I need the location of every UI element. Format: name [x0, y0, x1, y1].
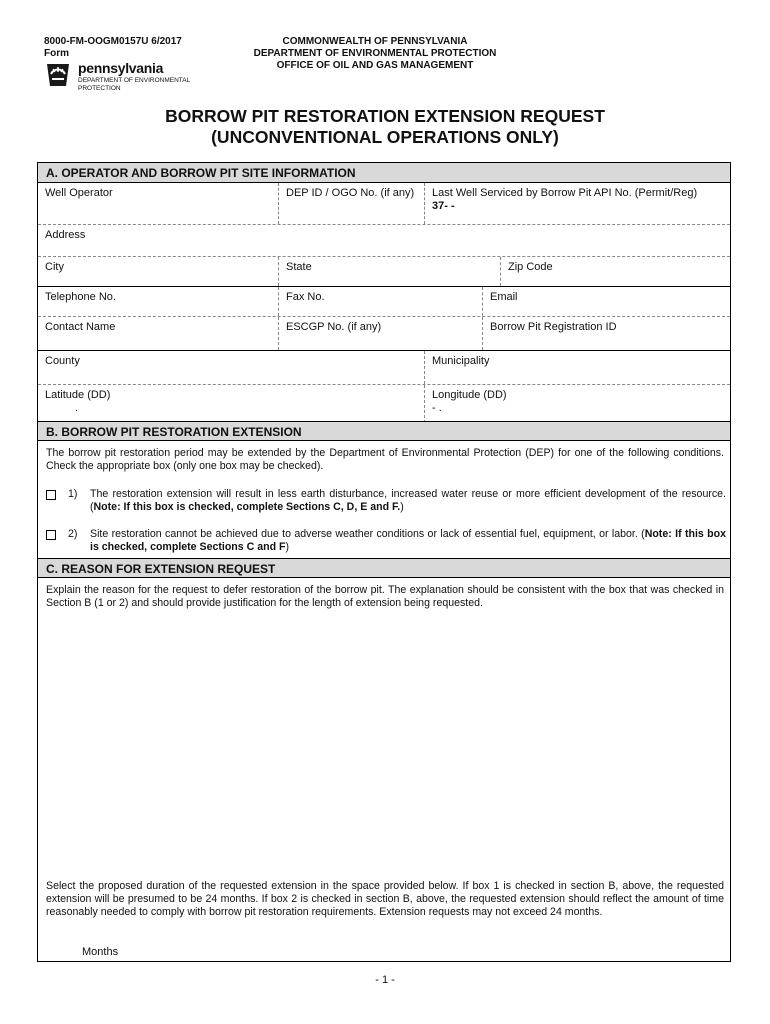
- option-2-number: 2): [68, 528, 78, 540]
- option-2-note: Note: If this box is checked, complete Sections C and F: [90, 528, 726, 554]
- email-label: Email: [490, 291, 518, 303]
- registration-id-label: Borrow Pit Registration ID: [490, 321, 617, 333]
- longitude-field[interactable]: [424, 385, 730, 423]
- api-prefix: 37- -: [432, 200, 455, 212]
- option-1-checkbox[interactable]: [46, 490, 56, 500]
- form-title-line-1: BORROW PIT RESTORATION EXTENSION REQUEST: [165, 106, 605, 126]
- escgp-label: ESCGP No. (if any): [286, 321, 382, 333]
- option-2-text: [90, 528, 726, 554]
- row-coordinates: [38, 385, 730, 423]
- fax-label: Fax No.: [286, 291, 325, 303]
- county-field[interactable]: [38, 351, 424, 384]
- row-city: [38, 257, 730, 287]
- reason-text-area[interactable]: [46, 615, 722, 873]
- row-contact: [38, 317, 730, 351]
- logo-wordmark: pennsylvania: [78, 60, 164, 76]
- registration-id-field[interactable]: [482, 317, 730, 350]
- logo-subtitle: DEPARTMENT OF ENVIRONMENTAL PROTECTION: [78, 77, 190, 92]
- pa-dep-logo: [44, 60, 214, 96]
- escgp-field[interactable]: [278, 317, 482, 350]
- row-operator: [38, 183, 730, 225]
- agency-line-2: DEPARTMENT OF ENVIRONMENTAL PROTECTION: [253, 48, 497, 59]
- zip-field[interactable]: [500, 257, 730, 286]
- county-label: County: [45, 355, 80, 367]
- section-a-heading: A. OPERATOR AND BORROW PIT SITE INFORMATION: [38, 163, 730, 183]
- section-b-intro: The borrow pit restoration period may be extended by the Department of Environmental Protection (DEP) for one of the following conditions. Check the appropriate box (only one box may be checked).: [46, 447, 724, 473]
- row-telephone: [38, 287, 730, 317]
- section-c-instructions: Explain the reason for the request to defer restoration of the borrow pit. The explanation should be consistent with the box that was checked in Section B (1 or 2) and should provide justification for the length of extension being requested.: [46, 584, 724, 610]
- longitude-value: - .: [432, 402, 442, 414]
- row-county: [38, 351, 730, 385]
- months-label: Months: [82, 946, 119, 958]
- latitude-value: .: [75, 402, 79, 414]
- form-title-line-2: (UNCONVENTIONAL OPERATIONS ONLY): [211, 127, 559, 147]
- telephone-field[interactable]: [38, 287, 278, 316]
- latitude-field[interactable]: [38, 385, 424, 423]
- form-code: 8000-FM-OOGM0157U 6/2017: [44, 36, 182, 47]
- dep-id-field[interactable]: [278, 183, 424, 224]
- state-field[interactable]: [278, 257, 500, 286]
- city-field[interactable]: [38, 257, 278, 286]
- latitude-label: Latitude (DD): [45, 389, 111, 401]
- option-2-close: ): [285, 541, 289, 554]
- zip-label: Zip Code: [508, 261, 553, 273]
- api-number-label: Last Well Serviced by Borrow Pit API No. (Permit/Reg): [432, 187, 698, 199]
- agency-line-3: OFFICE OF OIL AND GAS MANAGEMENT: [276, 60, 474, 71]
- city-label: City: [45, 261, 64, 273]
- municipality-label: Municipality: [432, 355, 490, 367]
- option-1-row: [46, 488, 726, 516]
- agency-line-1: COMMONWEALTH OF PENNSYLVANIA: [282, 36, 468, 47]
- state-label: State: [286, 261, 312, 273]
- page-number: - 1 -: [375, 974, 395, 986]
- option-2-row: [46, 528, 726, 556]
- form-label: Form: [44, 48, 69, 59]
- option-1-text: [90, 488, 726, 514]
- contact-name-field[interactable]: [38, 317, 278, 350]
- well-operator-label: Well Operator: [45, 187, 113, 199]
- api-number-field[interactable]: [424, 183, 730, 224]
- agency-block: [230, 36, 520, 72]
- fax-field[interactable]: [278, 287, 482, 316]
- address-field[interactable]: [38, 225, 730, 256]
- keystone-logo-icon: [44, 60, 72, 90]
- months-field[interactable]: [82, 946, 118, 958]
- municipality-field[interactable]: [424, 351, 730, 384]
- form-id-block: [44, 36, 182, 60]
- option-1-note: Note: If this box is checked, complete Sections C, D, E and F.: [93, 501, 401, 514]
- form-body: [37, 162, 731, 962]
- longitude-label: Longitude (DD): [432, 389, 507, 401]
- dep-id-label: DEP ID / OGO No. (if any): [286, 187, 415, 199]
- section-c-heading: C. REASON FOR EXTENSION REQUEST: [38, 558, 730, 578]
- telephone-label: Telephone No.: [45, 291, 116, 303]
- address-label: Address: [45, 229, 86, 241]
- option-1-description: The restoration extension will result in less earth disturbance, increased water reuse or more efficient development of the resource. (: [90, 488, 726, 514]
- row-address: [38, 225, 730, 257]
- form-title: [0, 106, 770, 148]
- contact-name-label: Contact Name: [45, 321, 116, 333]
- option-1-number: 1): [68, 488, 78, 500]
- option-2-description: Site restoration cannot be achieved due to adverse weather conditions or lack of essential fuel, equipment, or labor. (: [90, 528, 645, 540]
- option-2-checkbox[interactable]: [46, 530, 56, 540]
- well-operator-field[interactable]: [38, 183, 278, 224]
- email-field[interactable]: [482, 287, 730, 316]
- section-b-heading: B. BORROW PIT RESTORATION EXTENSION: [38, 421, 730, 441]
- duration-instructions: Select the proposed duration of the requested extension in the space provided below. If box 1 is checked in section B, above, the requested extension will be presumed to be 24 months. If box 2 is checked in section B, above, the requested extension should reflect the amount of time reasonably needed to comply with borrow pit restoration requirements. Extension requests may not exceed 24 months.: [46, 880, 724, 919]
- option-1-close: ): [400, 501, 404, 514]
